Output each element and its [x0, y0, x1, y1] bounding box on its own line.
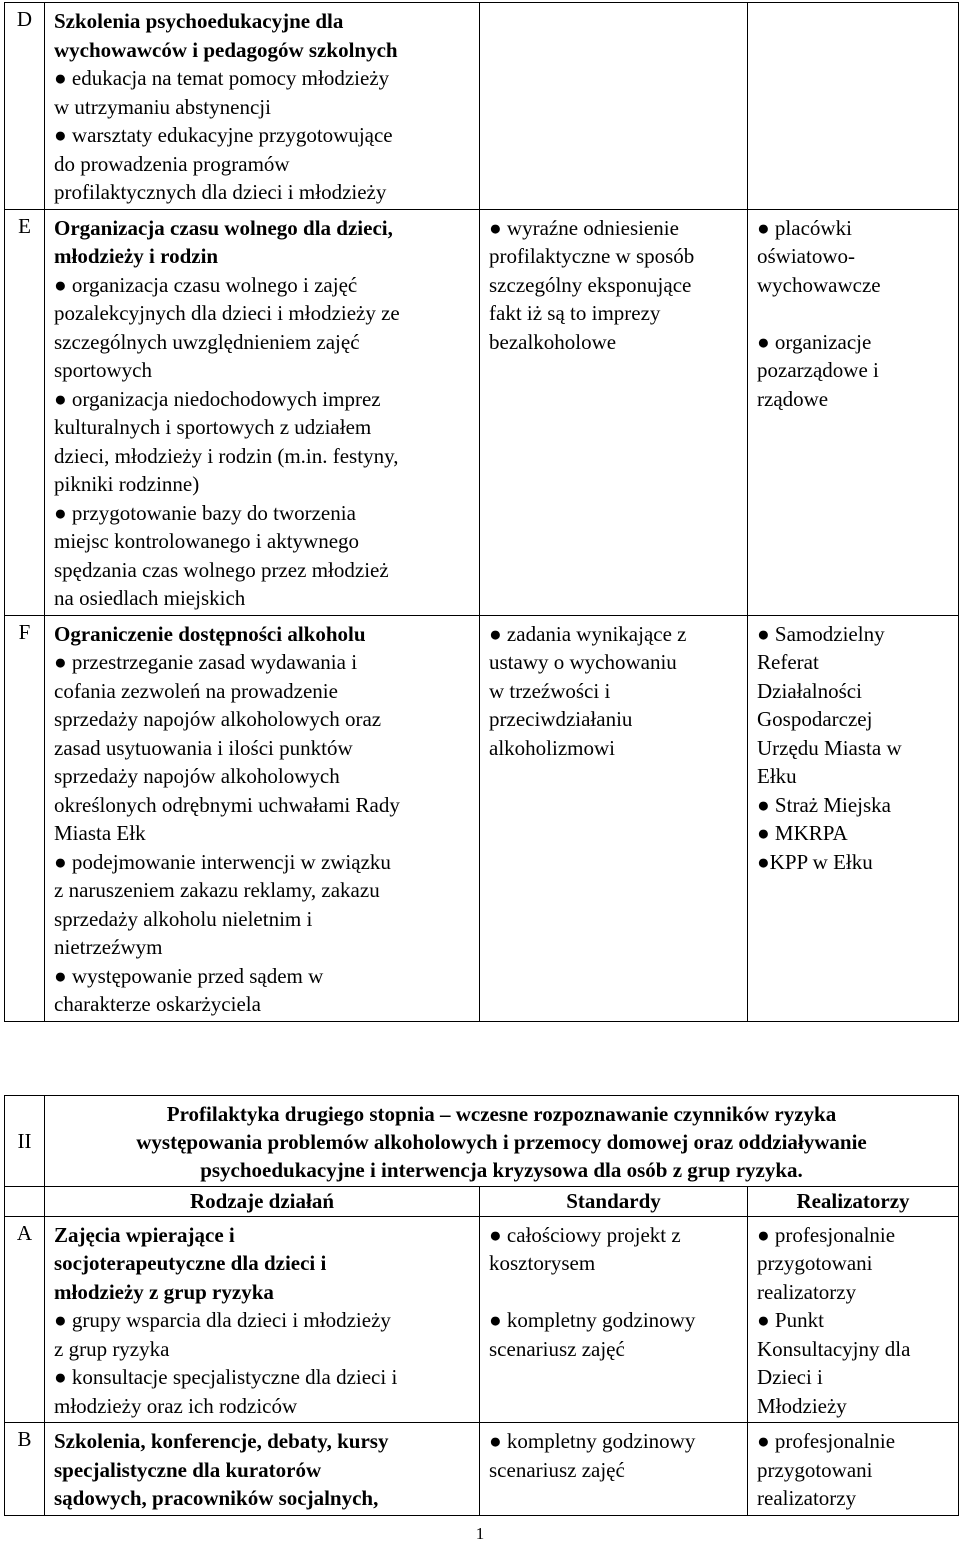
action-item-line: ● grupy wsparcia dla dzieci i młodzieży	[54, 1308, 391, 1332]
row-letter: B	[5, 1423, 45, 1516]
action-title-line: młodzieży z grup ryzyka	[54, 1279, 274, 1304]
standards-cell	[480, 615, 748, 1021]
action-title-line: Szkolenia psychoedukacyjne dla	[54, 9, 344, 33]
row-letter: D	[5, 3, 45, 210]
action-item-line: ● organizacja niedochodowych imprez	[54, 386, 381, 411]
executor-line: Działalności	[757, 678, 862, 703]
action-title-line: młodzieży i rodzin	[54, 244, 219, 268]
action-item-line: do prowadzenia programów	[54, 151, 290, 176]
executor-line: Urzędu Miasta w	[757, 735, 902, 760]
column-header-empty	[5, 1187, 45, 1217]
standard-line: w trzeźwości i	[489, 678, 611, 703]
action-item-line: ● organizacja czasu wolnego i zajęć	[54, 272, 358, 297]
prevention-table-second-level	[4, 1095, 959, 1516]
action-item-line: zasad usytuowania i ilości punktów	[54, 735, 353, 760]
standard-line: profilaktyczne w sposób	[489, 244, 695, 268]
action-item-line: sprzedaży alkoholu nieletnim i	[54, 906, 313, 931]
page-number: 1	[475, 1524, 485, 1543]
action-title-line: Zajęcia wpierające i	[54, 1222, 235, 1247]
action-item-line: dzieci, młodzieży i rodzin (m.in. festyny,	[54, 443, 399, 468]
executors-cell	[748, 615, 959, 1021]
action-item-line: ● warsztaty edukacyjne przygotowujące	[54, 123, 393, 147]
standard-line	[489, 1278, 739, 1307]
action-item-line: ● przygotowanie bazy do tworzenia	[54, 500, 356, 525]
standard-line: fakt iż są to imprezy	[489, 301, 661, 325]
standard-line: szczególny eksponujące	[489, 272, 692, 297]
action-item-line: ● edukacja na temat pomocy młodzieży	[54, 66, 390, 90]
standard-line: scenariusz zajęć	[489, 1457, 625, 1482]
executor-line: realizatorzy	[757, 1486, 857, 1510]
standard-line: bezalkoholowe	[489, 329, 617, 354]
executor-line: pozarządowe i	[757, 358, 879, 382]
action-item-line: miejsc kontrolowanego i aktywnego	[54, 529, 360, 553]
executor-line: przygotowani	[757, 1251, 873, 1275]
standard-line: ● kompletny godzinowy	[489, 1429, 696, 1453]
executor-line: rządowe	[757, 386, 829, 411]
table-row	[5, 615, 959, 1021]
standard-line: kosztorysem	[489, 1251, 596, 1275]
action-title-line: wychowawców i pedagogów szkolnych	[54, 37, 398, 62]
action-item-line: Miasta Ełk	[54, 821, 146, 845]
executor-line: Młodzieży	[757, 1393, 847, 1418]
action-item-line: z naruszeniem zakazu reklamy, zakazu	[54, 878, 380, 902]
executors-cell	[748, 3, 959, 210]
executors-cell	[748, 1423, 959, 1516]
action-item-line: na osiedlach miejskich	[54, 586, 246, 610]
row-letter: E	[5, 209, 45, 615]
action-item-line: ● występowanie przed sądem w	[54, 963, 324, 988]
actions-cell	[45, 3, 480, 210]
executor-line: Referat	[757, 650, 819, 674]
executors-cell	[748, 209, 959, 615]
action-item-line: ● przestrzeganie zasad wydawania i	[54, 650, 358, 674]
executor-line: oświatowo-	[757, 244, 855, 268]
header-line: występowania problemów alkoholowych i przemocy domowej oraz oddziaływanie	[136, 1130, 867, 1154]
executor-line: przygotowani	[757, 1457, 873, 1482]
executor-line: ● MKRPA	[757, 821, 848, 845]
action-item-line: nietrzeźwym	[54, 935, 163, 959]
section-header	[45, 1096, 959, 1187]
action-item-line: sprzedaży napojów alkoholowych	[54, 764, 340, 788]
action-item-line: profilaktycznych dla dzieci i młodzieży	[54, 180, 387, 204]
standard-line: scenariusz zajęć	[489, 1336, 625, 1361]
actions-cell	[45, 209, 480, 615]
section-roman-numeral: II	[5, 1096, 45, 1187]
executor-line: ● profesjonalnie	[757, 1222, 896, 1247]
column-header-standards: Standardy	[480, 1187, 748, 1217]
standards-cell	[480, 1216, 748, 1423]
actions-cell	[45, 615, 480, 1021]
action-title-line: sądowych, pracowników socjalnych,	[54, 1486, 379, 1510]
row-letter: A	[5, 1216, 45, 1423]
action-title-line: socjoterapeutyczne dla dzieci i	[54, 1251, 327, 1275]
action-item-line: kulturalnych i sportowych z udziałem	[54, 415, 372, 439]
executor-line: ● organizacje	[757, 329, 872, 354]
executor-line: wychowawcze	[757, 272, 881, 297]
action-title-line: specjalistyczne dla kuratorów	[54, 1457, 322, 1482]
standard-line: przeciwdziałaniu	[489, 707, 633, 731]
table-row	[5, 1216, 959, 1423]
executor-line: Dzieci i	[757, 1365, 823, 1389]
action-item-line: ● podejmowanie interwencji w związku	[54, 849, 391, 874]
actions-cell	[45, 1216, 480, 1423]
executor-line: Gospodarczej	[757, 707, 873, 731]
executor-line: Ełku	[757, 764, 797, 788]
standard-line: ● zadania wynikające z	[489, 621, 687, 646]
executors-cell	[748, 1216, 959, 1423]
executor-line: ● profesjonalnie	[757, 1429, 896, 1453]
action-item-line: młodzieży oraz ich rodziców	[54, 1393, 298, 1418]
action-title-line: Organizacja czasu wolnego dla dzieci,	[54, 215, 393, 240]
executor-line	[757, 299, 950, 328]
row-letter: F	[5, 615, 45, 1021]
standards-cell	[480, 209, 748, 615]
standard-line: alkoholizmowi	[489, 735, 615, 760]
action-item-line: sprzedaży napojów alkoholowych oraz	[54, 707, 382, 731]
action-item-line: z grup ryzyka	[54, 1336, 170, 1361]
action-item-line: określonych odrębnymi uchwałami Rady	[54, 792, 400, 817]
table-row	[5, 209, 959, 615]
executor-line: ● Punkt	[757, 1308, 824, 1332]
executor-line: ● placówki	[757, 215, 852, 240]
action-item-line: sportowych	[54, 358, 152, 382]
standard-line: ● całościowy projekt z	[489, 1222, 681, 1247]
standards-cell	[480, 1423, 748, 1516]
table-row	[5, 3, 959, 210]
header-line: Profilaktyka drugiego stopnia – wczesne rozpoznawanie czynników ryzyka	[166, 1102, 837, 1126]
action-title-line: Szkolenia, konferencje, debaty, kursy	[54, 1429, 389, 1453]
standard-line: ● kompletny godzinowy	[489, 1308, 696, 1332]
prevention-table-first-level	[4, 2, 959, 1022]
column-header-executors: Realizatorzy	[748, 1187, 959, 1217]
action-item-line: charakterze oskarżyciela	[54, 992, 261, 1016]
header-line: psychoedukacyjne i interwencja kryzysowa dla osób z grup ryzyka.	[200, 1158, 803, 1182]
action-item-line: w utrzymaniu abstynencji	[54, 94, 271, 119]
action-item-line: cofania zezwoleń na prowadzenie	[54, 678, 338, 703]
action-item-line: spędzania czas wolnego przez młodzież	[54, 557, 389, 582]
action-title-line: Ograniczenie dostępności alkoholu	[54, 621, 366, 646]
standard-line: ustawy o wychowaniu	[489, 650, 677, 674]
action-item-line: pozalekcyjnych dla dzieci i młodzieży ze	[54, 301, 400, 325]
column-header-actions: Rodzaje działań	[45, 1187, 480, 1217]
action-item-line: ● konsultacje specjalistyczne dla dzieci i	[54, 1365, 398, 1389]
executor-line: ●KPP w Ełku	[757, 849, 873, 874]
standard-line: ● wyraźne odniesienie	[489, 215, 679, 240]
table-row	[5, 1423, 959, 1516]
action-item-line: szczególnych uwzględnieniem zajęć	[54, 329, 360, 354]
executor-line: ● Straż Miejska	[757, 792, 891, 817]
action-item-line: pikniki rodzinne)	[54, 472, 200, 496]
standards-cell	[480, 3, 748, 210]
executor-line: ● Samodzielny	[757, 621, 885, 646]
executor-line: Konsultacyjny dla	[757, 1336, 911, 1361]
actions-cell	[45, 1423, 480, 1516]
executor-line: realizatorzy	[757, 1279, 857, 1304]
